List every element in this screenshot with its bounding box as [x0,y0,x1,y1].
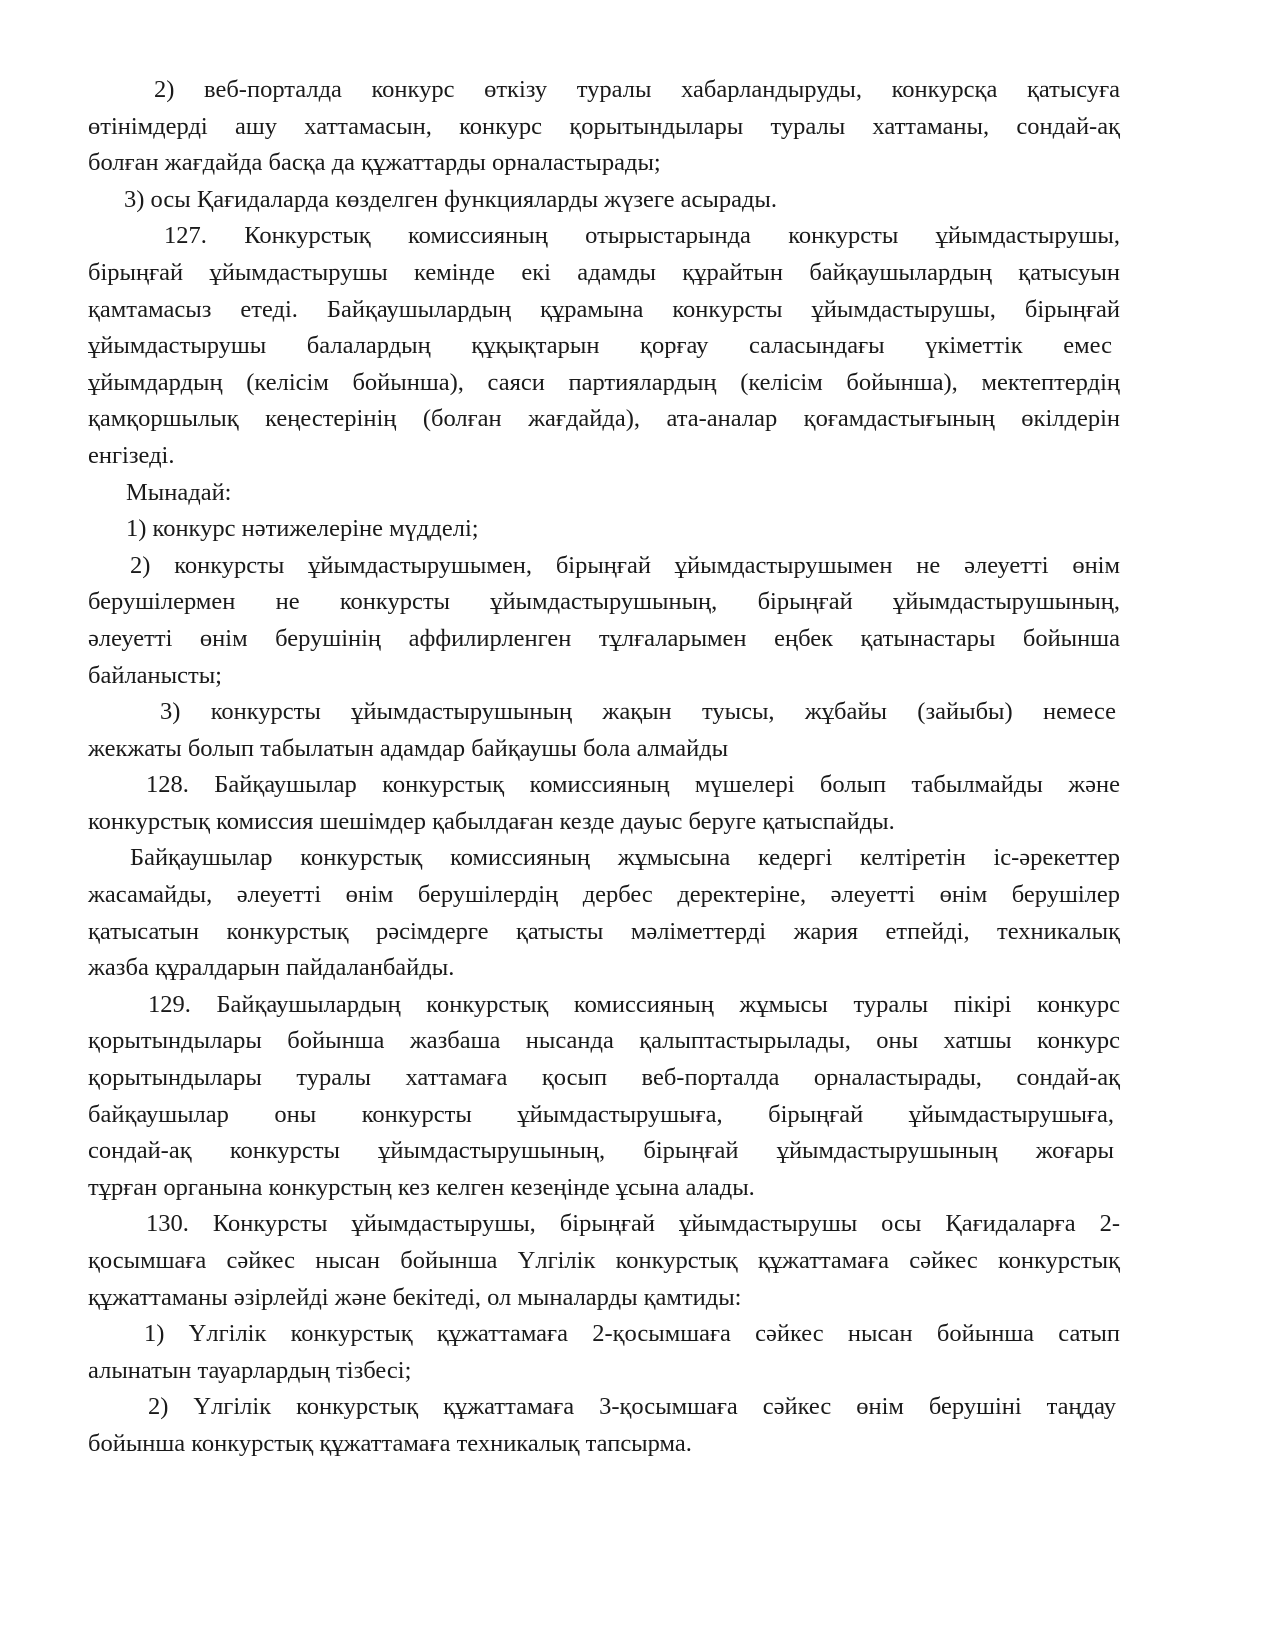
text-line: 1) Үлгілік конкурстық құжаттамаға 2-қосымшаға сәйкес нысан бойынша сатып [144,1320,1120,1348]
paragraph-127 [88,218,1120,474]
text-line: қорытындылары бойынша жазбаша нысанда қалыптастырылады, оны хатшы конкурс [88,1027,1120,1055]
paragraph-127-intro [88,475,1120,512]
paragraph-127-item-3 [88,694,1120,767]
text-line: берушілермен не конкурсты ұйымдастырушының, бірыңғай ұйымдастырушының, [88,588,1120,616]
paragraph-130-item-2 [88,1389,1120,1462]
paragraph-128 [88,767,1120,840]
text-line: қосымшаға сәйкес нысан бойынша Үлгілік конкурстық құжаттамаға сәйкес конкурстық [88,1247,1120,1274]
text-line: болған жағдайда басқа да құжаттарды орналастырады; [88,149,661,177]
text-line: құжаттаманы әзірлейді және бекітеді, ол мыналарды қамтиды: [88,1283,742,1311]
text-line: ұйымдардың (келісім бойынша), саяси партиялардың (келісім бойынша), мектептердің [88,368,1120,396]
text-line: конкурстық комиссия шешімдер қабылдаған кезде дауыс беруге қатыспайды. [88,807,895,835]
text-line: 127. Конкурстық комиссияның отырыстарында конкурсты ұйымдастырушы, [164,222,1120,250]
text-line: 129. Байқаушылардың конкурстық комиссияның жұмысы туралы пікірі конкурс [148,990,1120,1018]
paragraph-126-item-2 [88,72,1120,182]
paragraph-127-item-2 [88,548,1120,694]
text-line: 2) Үлгілік конкурстық құжаттамаға 3-қосымшаға сәйкес өнім берушіні таңдау [148,1393,1116,1421]
text-line: 130. Конкурсты ұйымдастырушы, бірыңғай ұйымдастырушы осы Қағидаларға 2- [146,1210,1120,1238]
text-line: тұрған органына конкурстың кез келген кезеңінде ұсына алады. [88,1173,755,1201]
text-line: қамтамасыз етеді. Байқаушылардың құрамына конкурсты ұйымдастырушы, бірыңғай [88,295,1120,323]
text-line: енгізеді. [88,441,175,469]
text-line: жекжаты болып табылатын адамдар байқаушы бола алмайды [88,734,729,762]
text-line: Мынадай: [126,478,232,506]
text-line: жасамайды, әлеуетті өнім берушілердің дербес деректеріне, әлеуетті өнім берушілер [88,881,1120,909]
text-line: 2) конкурсты ұйымдастырушымен, бірыңғай ұйымдастырушымен не әлеуетті өнім [130,551,1120,579]
text-line: әлеуетті өнім берушінің аффилирленген тұлғаларымен еңбек қатынастары бойынша [88,624,1120,652]
text-line: алынатын тауарлардың тізбесі; [88,1356,412,1384]
text-line: 3) осы Қағидаларда көзделген функцияларды жүзеге асырады. [124,185,778,213]
paragraph-128-observers [88,840,1120,986]
text-line: қатысатын конкурстық рәсімдерге қатысты мәліметтерді жария етпейді, техникалық [88,917,1120,945]
text-line: жазба құралдарын пайдаланбайды. [88,954,455,982]
text-line: 1) конкурс нәтижелеріне мүдделі; [126,515,479,543]
paragraph-127-item-1 [88,511,1120,548]
text-line: Байқаушылар конкурстық комиссияның жұмысына кедергі келтіретін іс-әрекеттер [130,844,1120,872]
text-line: ұйымдастырушы балалардың құқықтарын қорғау саласындағы үкіметтік емес [88,332,1112,360]
paragraph-129 [88,987,1120,1207]
text-line: бірыңғай ұйымдастырушы кемінде екі адамды құрайтын байқаушылардың қатысуын [88,258,1120,286]
text-line: 3) конкурсты ұйымдастырушының жақын туысы, жұбайы (зайыбы) немесе [160,698,1116,726]
text-line: байқаушылар оны конкурсты ұйымдастырушыға, бірыңғай ұйымдастырушыға, [88,1100,1114,1128]
document-page [88,72,1120,1463]
text-line: бойынша конкурстық құжаттамаға техникалық тапсырма. [88,1429,692,1457]
text-line: сондай-ақ конкурсты ұйымдастырушының, бірыңғай ұйымдастырушының жоғары [88,1137,1114,1165]
text-line: қорытындылары туралы хаттамаға қосып веб-порталда орналастырады, сондай-ақ [88,1064,1120,1092]
text-line: байланысты; [88,661,222,689]
paragraph-130-item-1 [88,1316,1120,1389]
text-line: өтінімдерді ашу хаттамасын, конкурс қорытындылары туралы хаттаманы, сондай-ақ [88,112,1120,140]
text-line: қамқоршылық кеңестерінің (болған жағдайда), ата-аналар қоғамдастығының өкілдерін [88,405,1120,433]
paragraph-126-item-3 [88,182,1120,219]
text-line: 2) веб-порталда конкурс өткізу туралы хабарландыруды, конкурсқа қатысуға [154,76,1120,103]
text-line: 128. Байқаушылар конкурстық комиссияның мүшелері болып табылмайды және [146,771,1120,799]
paragraph-130 [88,1206,1120,1316]
